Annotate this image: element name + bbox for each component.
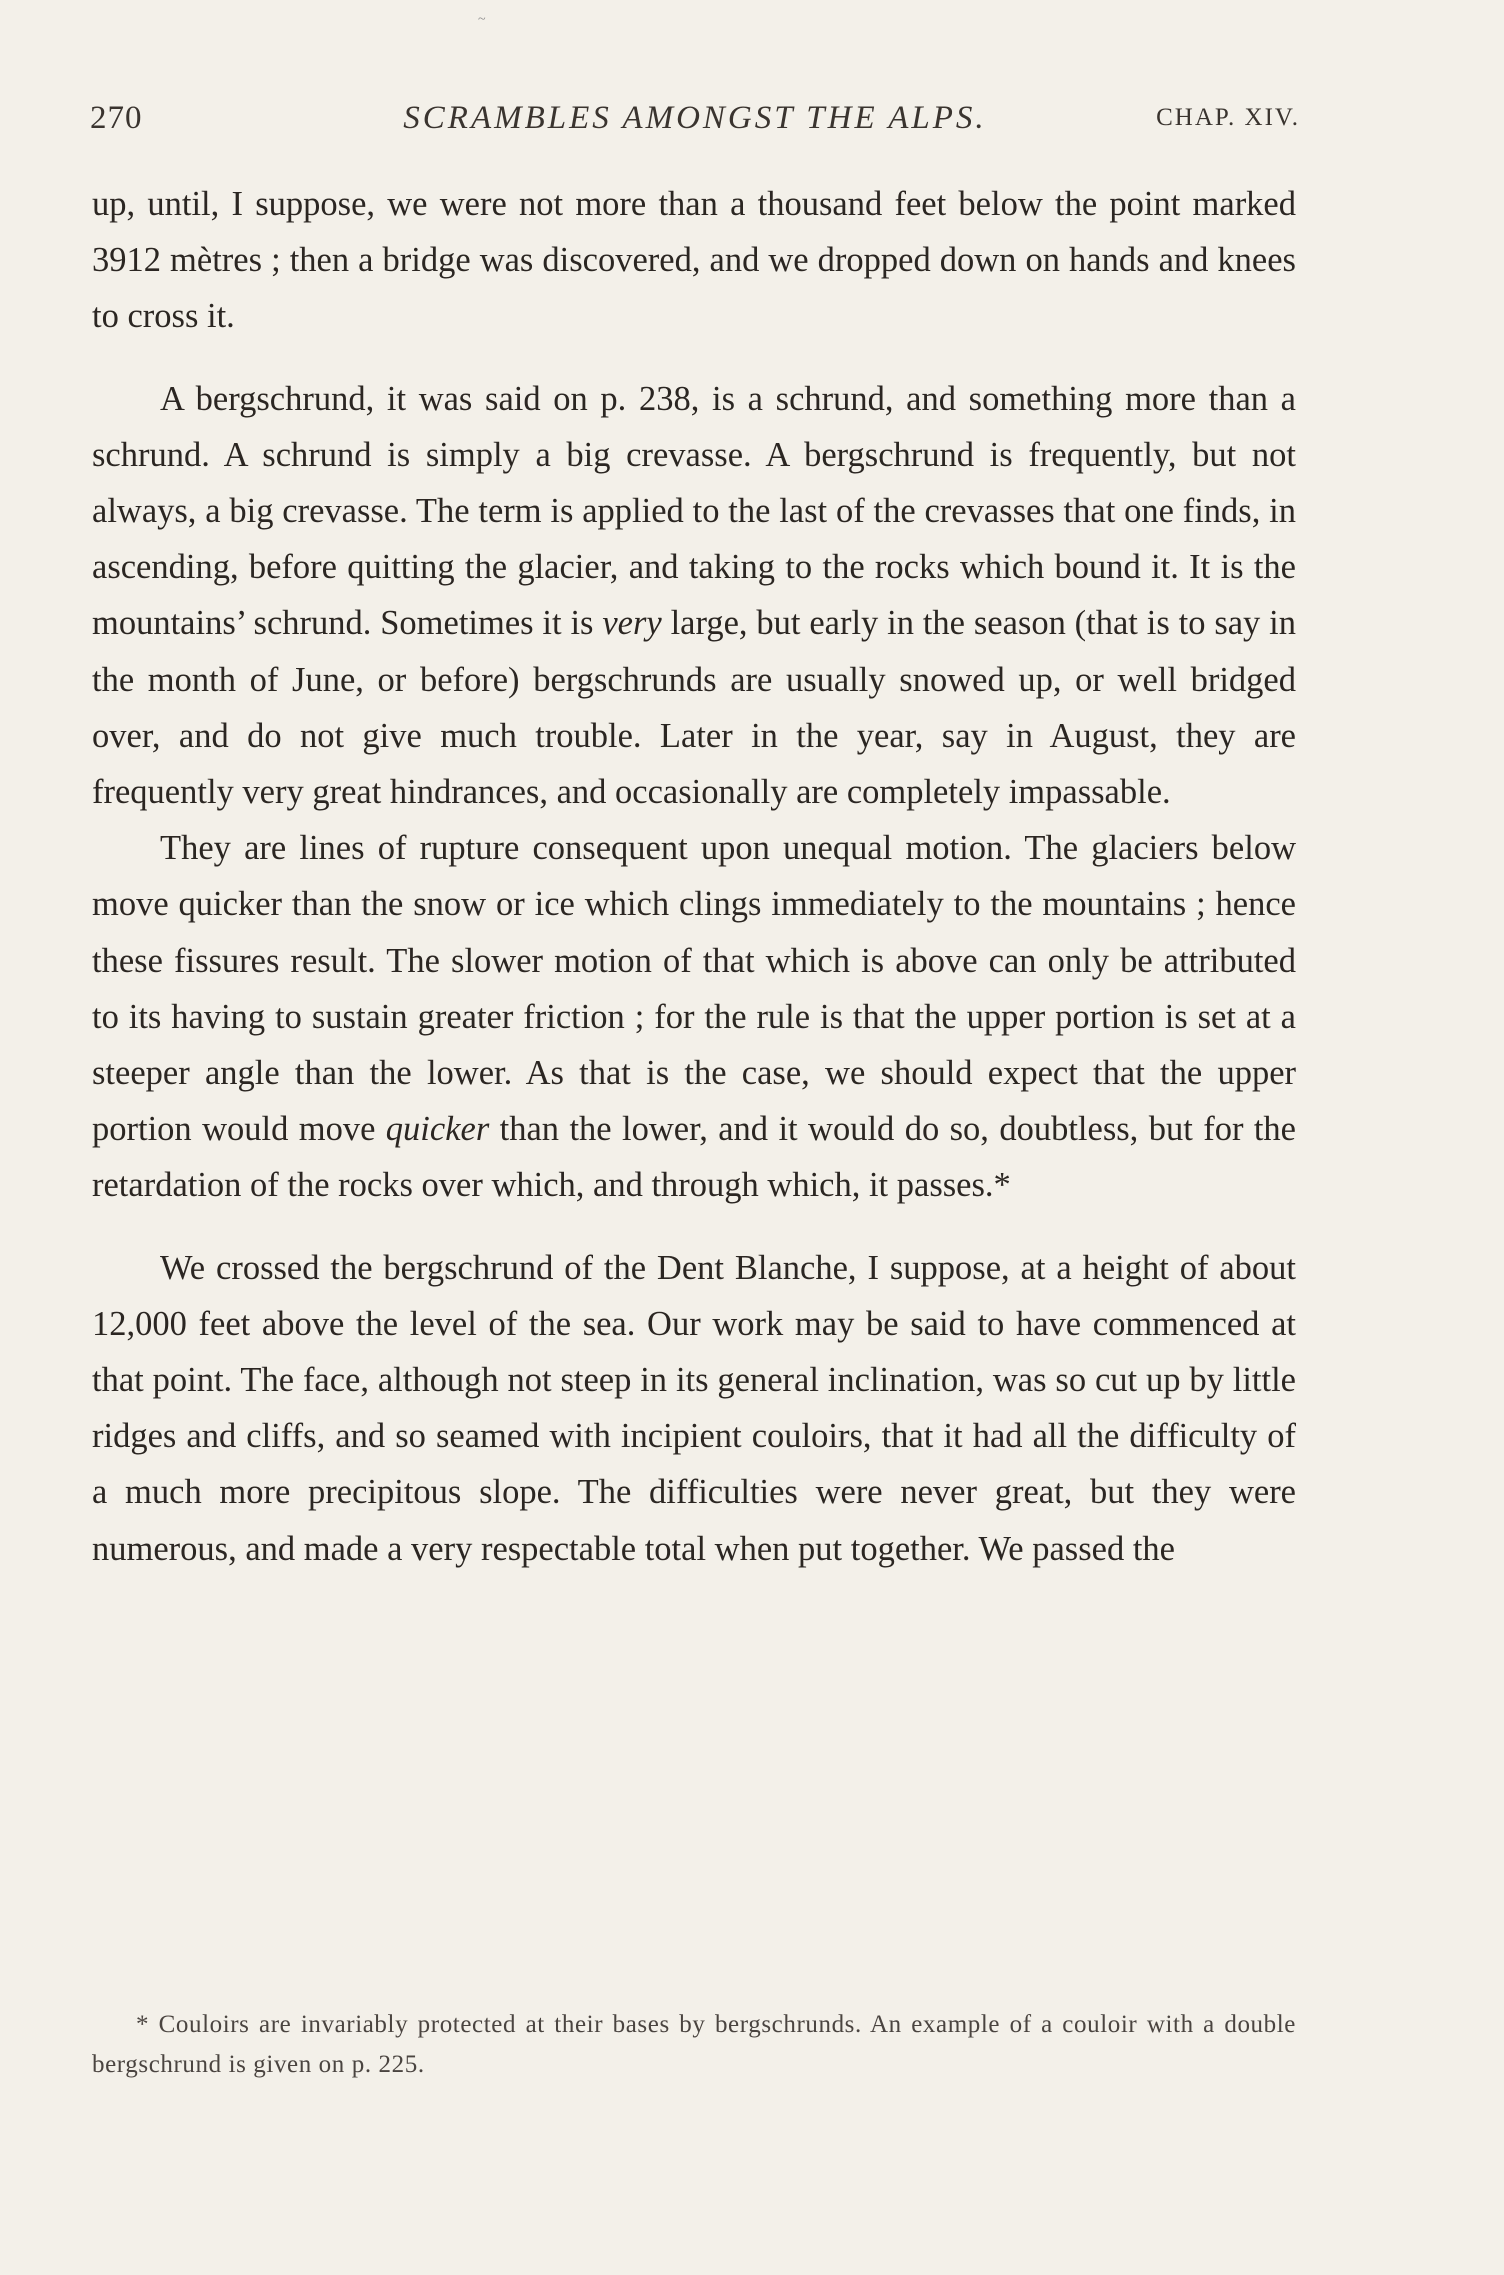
paragraph-2	[92, 371, 1296, 821]
footnote: * Couloirs are invariably protected at their bases by bergschrunds. An example of a couloir with a double bergschrund is given on p. 225.	[92, 2011, 1296, 2078]
paragraph-2-emphasis: very	[602, 604, 662, 643]
body-text	[92, 176, 1296, 1577]
paragraph-3-text-a: They are lines of rupture consequent upon unequal motion. The glaciers below move quicker than the snow or ice which clings immediately to the mountains ; hence these fissures result. The slower motion of that which is above can only be attributed to its having to sustain greater friction ; for the rule is that the upper portion is set at a steeper angle than the lower. As that is the case, we should expect that the upper portion would move	[92, 829, 1296, 1149]
paragraph-1-text: up, until, I suppose, we were not more than a thousand feet below the point marked 3912 mètres ; then a bridge was discovered, and we dropped down on hands and knees to cross it.	[92, 185, 1296, 336]
paragraph-3-emphasis: quicker	[385, 1110, 490, 1149]
paragraph-4	[92, 1240, 1296, 1577]
running-title: SCRAMBLES AMONGST THE ALPS.	[403, 100, 987, 136]
page-header	[90, 100, 1300, 150]
paragraph-3-text-b: than the lower, and it would do so, doubtless, but for the retardation of the rocks over which, and through which, it passes.*	[92, 1110, 1296, 1205]
paragraph-2-text-a: A bergschrund, it was said on p. 238, is a schrund, and something more than a schrund. A schrund is simply a big crevasse. A bergschrund is frequently, but not always, a big crevasse. The term is applied to the last of the crevasses that one finds, in ascending, before quitting the glacier, and taking to the rocks which bound it. It is the mountains’ schrund. Sometimes it is	[92, 379, 1296, 643]
page-number: 270	[90, 100, 143, 136]
paragraph-1	[92, 176, 1296, 345]
paragraph-4-text: We crossed the bergschrund of the Dent Blanche, I suppose, at a height of about 12,000 feet above the level of the sea. Our work may be said to have commenced at that point. The face, although not steep in its general inclination, was so cut up by little ridges and cliffs, and so seamed with incipient couloirs, that it had all the difficulty of a much more precipitous slope. The difficulties were never great, but they were numerous, and made a very respectable total when put together. We passed the	[92, 1248, 1296, 1568]
paragraph-2-text-b: large, but early in the season (that is to say in the month of June, or before) bergschrunds are usually snowed up, or well bridged over, and do not give much trouble. Later in the year, say in August, they are frequently very great hindrances, and occasionally are completely impassable.	[92, 604, 1296, 812]
chapter-label: CHAP. XIV.	[1156, 104, 1300, 131]
paragraph-3	[92, 820, 1296, 1213]
printing-speck: ~	[478, 12, 486, 27]
